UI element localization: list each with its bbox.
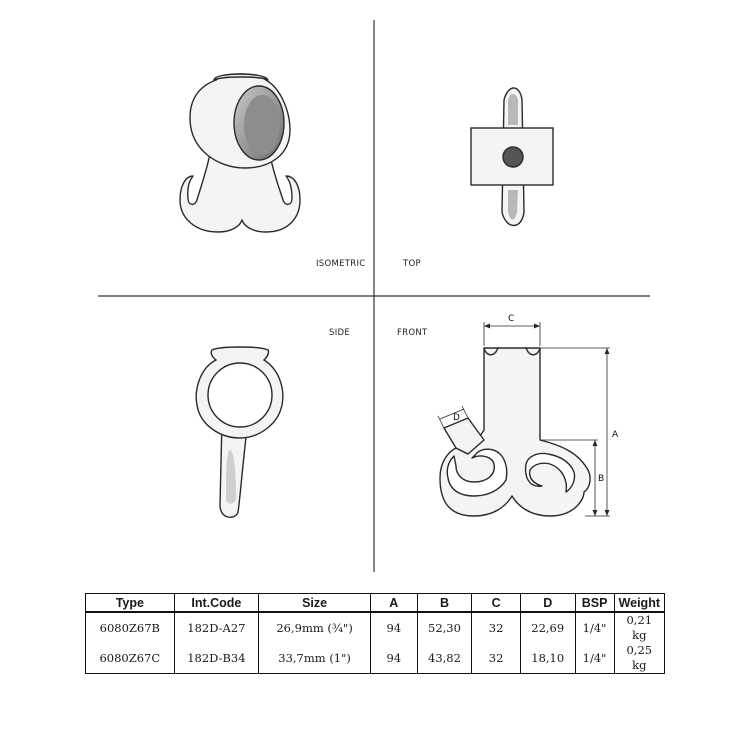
table-row <box>86 612 665 643</box>
isometric-view <box>180 74 300 232</box>
cell-bsp: 1/4" <box>575 643 614 674</box>
table-header-row <box>86 594 665 613</box>
cell-type: 6080Z67C <box>86 643 175 674</box>
cell-a: 94 <box>371 643 418 674</box>
top-view <box>471 88 553 226</box>
dim-a-label: A <box>612 430 619 440</box>
cell-weight: 0,25 kg <box>614 643 664 674</box>
side-view <box>196 347 283 517</box>
col-header-c: C <box>472 594 521 613</box>
label-side: SIDE <box>329 328 351 338</box>
dim-b-arrow-top <box>593 440 598 446</box>
specs-table <box>85 593 665 674</box>
dim-a-arrow-top <box>605 348 610 354</box>
cell-type: 6080Z67B <box>86 612 175 643</box>
cell-c: 32 <box>472 612 521 643</box>
isometric-bore-inner <box>244 95 280 155</box>
dim-d-ext-2 <box>462 406 468 418</box>
cell-size: 33,7mm (1") <box>259 643 371 674</box>
col-header-type: Type <box>86 594 175 613</box>
dim-a-arrow-bottom <box>605 510 610 516</box>
table-row <box>86 643 665 674</box>
col-header-d: D <box>520 594 575 613</box>
col-header-size: Size <box>259 594 371 613</box>
cell-d: 22,69 <box>520 612 575 643</box>
col-header-int-code: Int.Code <box>174 594 259 613</box>
dim-c-label: C <box>508 314 515 324</box>
cell-int-code: 182D-A27 <box>174 612 259 643</box>
front-view <box>440 348 590 516</box>
cell-int-code: 182D-B34 <box>174 643 259 674</box>
dim-c-arrow-left <box>484 324 490 329</box>
cell-b: 52,30 <box>417 612 472 643</box>
cell-a: 94 <box>371 612 418 643</box>
cell-d: 18,10 <box>520 643 575 674</box>
label-front: FRONT <box>397 328 428 338</box>
col-header-a: A <box>371 594 418 613</box>
cell-bsp: 1/4" <box>575 612 614 643</box>
dim-c-arrow-right <box>534 324 540 329</box>
col-header-bsp: BSP <box>575 594 614 613</box>
label-isometric: ISOMETRIC <box>316 259 366 269</box>
dim-d-label: D <box>453 413 460 423</box>
dim-b-arrow-bottom <box>593 510 598 516</box>
cell-c: 32 <box>472 643 521 674</box>
side-ring-bore <box>208 363 272 427</box>
col-header-weight: Weight <box>614 594 664 613</box>
cell-weight: 0,21 kg <box>614 612 664 643</box>
top-outlet-hole <box>503 147 523 167</box>
label-top: TOP <box>403 259 421 269</box>
dim-b-label: B <box>598 474 605 484</box>
col-header-b: B <box>417 594 472 613</box>
dim-d-line <box>440 409 464 419</box>
cell-size: 26,9mm (¾") <box>259 612 371 643</box>
cell-b: 43,82 <box>417 643 472 674</box>
